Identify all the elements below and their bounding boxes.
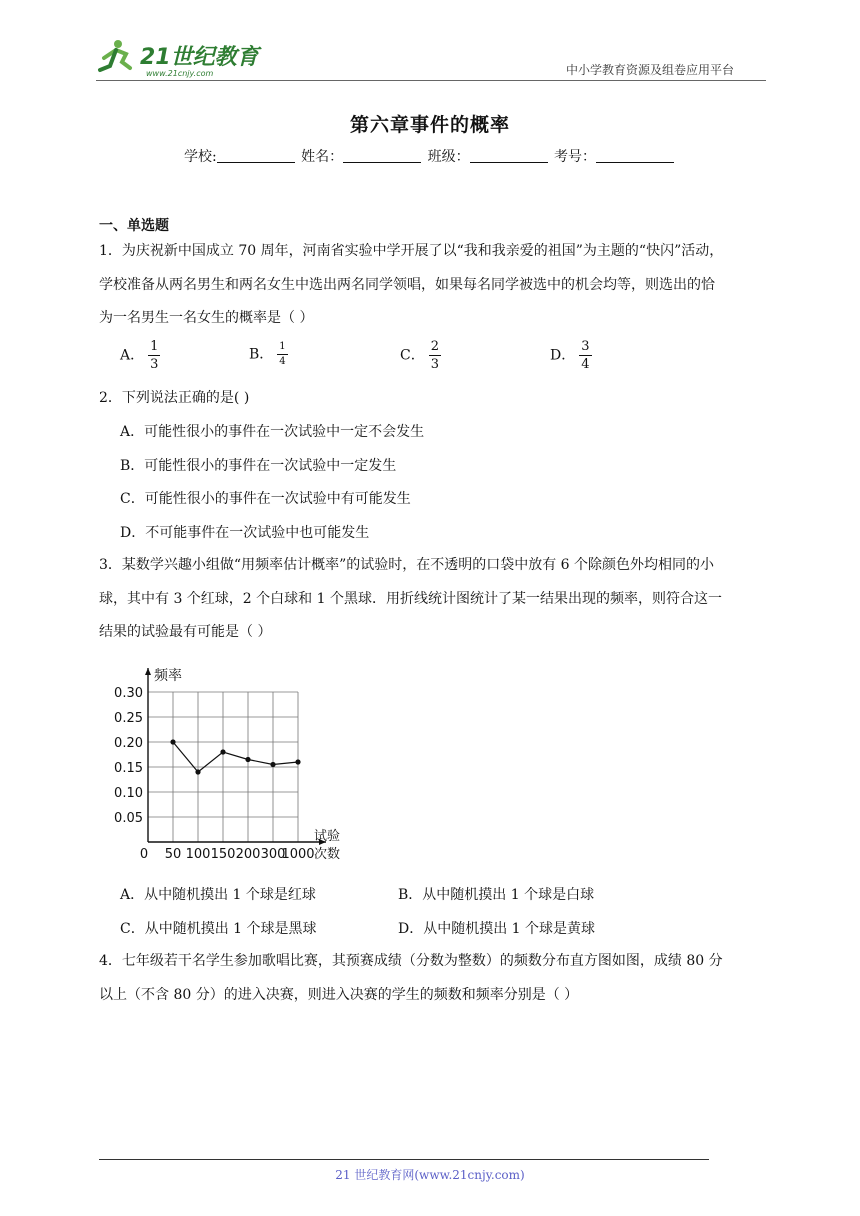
q2-option-a[interactable]: A．可能性很小的事件在一次试验中一定不会发生 bbox=[120, 424, 425, 440]
q3-line1: 3．某数学兴趣小组做“用频率估计概率”的试验时，在不透明的口袋中放有 6 个除颜色外均相同的小 bbox=[99, 557, 715, 573]
platform-name: 中小学教育资源及组卷应用平台 bbox=[566, 63, 735, 77]
school-label: 学校: bbox=[183, 149, 217, 165]
exam-no-blank[interactable] bbox=[596, 149, 674, 163]
exam-no-label: 考号： bbox=[554, 149, 597, 165]
header-divider bbox=[96, 80, 766, 81]
chart-svg bbox=[108, 664, 366, 864]
x-tick-label: 200 bbox=[235, 847, 261, 862]
data-point bbox=[295, 759, 300, 764]
q3-line2: 球，其中有 3 个红球，2 个白球和 1 个黑球．用折线统计图统计了某一结果出现的频率，则符合这一 bbox=[99, 591, 722, 607]
y-tick-label: 0.30 bbox=[114, 686, 143, 701]
q3-option-c[interactable]: C．从中随机摸出 1 个球是黑球 bbox=[120, 921, 317, 937]
q3-option-a[interactable]: A．从中随机摸出 1 个球是红球 bbox=[120, 887, 316, 903]
q4-line2: 以上（不含 80 分）的进入决赛，则进入决赛的学生的频数和频率分别是（ ） bbox=[99, 987, 579, 1003]
data-point bbox=[195, 769, 200, 774]
name-label: 姓名： bbox=[301, 149, 344, 165]
x-axis-title-line2: 次数 bbox=[314, 847, 341, 862]
q1-line1: 1．为庆祝新中国成立 70 周年，河南省实验中学开展了以“我和我亲爱的祖国”为主题的“快闪”活动， bbox=[99, 243, 724, 259]
y-tick-label: 0.20 bbox=[114, 736, 143, 751]
x-axis-title-line1: 试验 bbox=[314, 829, 341, 844]
q1-line2: 学校准备从两名男生和两名女生中选出两名同学领唱，如果每名同学被选中的机会均等，则选出的恰 bbox=[99, 277, 715, 293]
class-blank[interactable] bbox=[470, 149, 548, 163]
q2-stem: 2．下列说法正确的是( ) bbox=[99, 390, 250, 406]
x-tick-label: 300 bbox=[260, 847, 286, 862]
data-point bbox=[220, 749, 225, 754]
y-tick-label: 0.05 bbox=[114, 811, 143, 826]
q2-option-b[interactable]: B．可能性很小的事件在一次试验中一定发生 bbox=[120, 458, 397, 474]
q3-line3: 结果的试验最有可能是（ ） bbox=[99, 624, 272, 640]
q1-option-a[interactable]: A． $\frac{1}{3}$ bbox=[120, 339, 159, 372]
x-tick-label: 1000 bbox=[281, 847, 315, 862]
runner-logo-icon bbox=[100, 40, 130, 70]
footer-divider bbox=[99, 1159, 709, 1160]
name-blank[interactable] bbox=[343, 149, 421, 163]
q1-option-c[interactable]: C． $\frac{2}{3}$ bbox=[400, 339, 439, 372]
origin-label: 0 bbox=[139, 847, 149, 862]
school-blank[interactable] bbox=[217, 149, 295, 163]
q1-option-d[interactable]: D． $\frac{3}{4}$ bbox=[550, 339, 590, 372]
q2-option-d[interactable]: D．不可能事件在一次试验中也可能发生 bbox=[120, 525, 370, 541]
x-tick-label: 100 bbox=[185, 847, 211, 862]
y-axis-arrow-icon bbox=[145, 668, 151, 675]
data-point bbox=[170, 739, 175, 744]
section-heading: 一、单选题 bbox=[99, 218, 169, 234]
y-tick-label: 0.10 bbox=[114, 786, 143, 801]
site-logo bbox=[96, 36, 266, 80]
data-point bbox=[245, 757, 250, 762]
q4-line1: 4．七年级若干名学生参加歌唱比赛，其预赛成绩（分数为整数）的频数分布直方图如图，成绩 80 分 bbox=[99, 953, 723, 969]
q1-line3: 为一名男生一名女生的概率是（ ） bbox=[99, 310, 314, 326]
y-axis-title: 频率 bbox=[154, 668, 182, 684]
q3-option-d[interactable]: D．从中随机摸出 1 个球是黄球 bbox=[398, 921, 596, 937]
footer-link[interactable]: 21 世纪教育网(www.21cnjy.com) bbox=[335, 1168, 525, 1182]
student-info-line bbox=[0, 146, 860, 166]
series-line bbox=[173, 742, 298, 772]
q2-option-c[interactable]: C．可能性很小的事件在一次试验中有可能发生 bbox=[120, 491, 411, 507]
class-label: 班级： bbox=[427, 149, 470, 165]
y-tick-label: 0.15 bbox=[114, 761, 143, 776]
q1-option-b[interactable]: B． $\frac{1}{4}$ bbox=[249, 341, 286, 367]
logo-text: 21世纪教育 bbox=[140, 45, 259, 70]
y-tick-label: 0.25 bbox=[114, 711, 143, 726]
page-title: 第六章事件的概率 bbox=[349, 114, 510, 136]
x-tick-label: 50 bbox=[164, 847, 182, 862]
data-point bbox=[270, 762, 275, 767]
logo-url: www.21cnjy.com bbox=[146, 69, 214, 78]
frequency-line-chart bbox=[108, 664, 366, 864]
q3-option-b[interactable]: B．从中随机摸出 1 个球是白球 bbox=[398, 887, 595, 903]
x-tick-label: 150 bbox=[210, 847, 236, 862]
